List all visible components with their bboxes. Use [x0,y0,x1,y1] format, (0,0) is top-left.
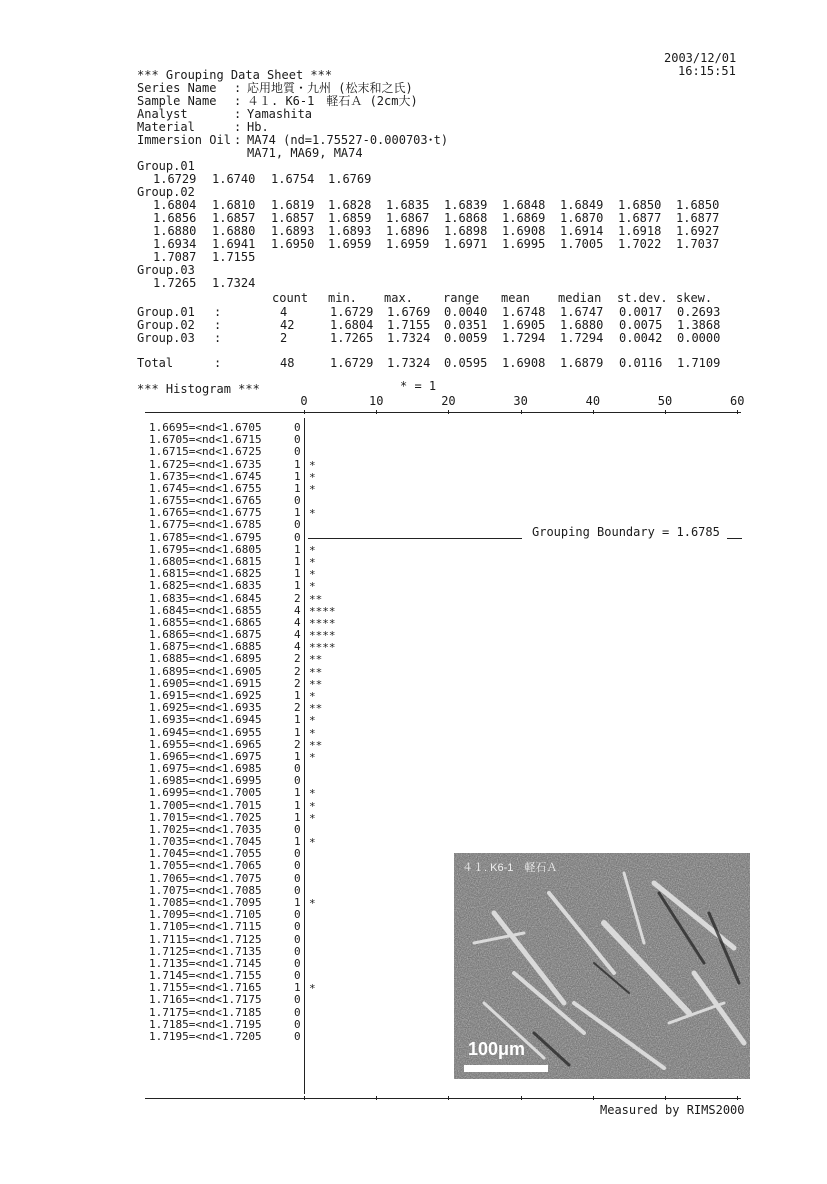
histogram-title: *** Histogram *** [137,382,260,396]
histogram-top-axis [145,412,741,413]
histogram-bin-range: 1.6715=<nd<1.6725 [149,445,262,459]
group-value: 1.6850 [676,198,720,212]
histogram-scale-label: 0 [300,394,308,408]
group-value: 1.7155 [212,250,256,264]
meta-series-label: Series Name [137,81,217,95]
histogram-bin-bar: **** [309,604,336,618]
histogram-bin-count: 1 [294,810,301,824]
stats-row-label: Group.02 [137,318,195,332]
micrograph-scale-bar [464,1065,548,1072]
histogram-bin-count: 1 [294,713,301,727]
histogram-bin-range: 1.6745=<nd<1.6755 [149,481,262,495]
histogram-bin-bar: * [309,568,316,582]
group-value: 1.6971 [444,237,488,251]
group-name: Group.02 [137,185,195,199]
meta-sample-label: Sample Name [137,94,217,108]
histogram-bottom-axis [145,1098,741,1099]
histogram-bin-count: 1 [294,579,301,593]
meta-sample-value: ４１. K6-1 軽石Ａ (2cm大) [247,94,418,108]
histogram-bin-count: 0 [294,993,301,1007]
group-value: 1.6835 [386,198,430,212]
histogram-bin-range: 1.7125=<nd<1.7135 [149,944,262,958]
histogram-bin-range: 1.6875=<nd<1.6885 [149,640,262,654]
histogram-bin-count: 1 [294,457,301,471]
histogram-bin-bar: * [309,555,316,569]
group-value: 1.6729 [153,172,197,186]
histogram-bin-count: 0 [294,518,301,532]
histogram-bin-count: 0 [294,847,301,861]
meta-oil-label: Immersion Oil [137,133,231,147]
histogram-bin-count: 1 [294,896,301,910]
histogram-bin-range: 1.6815=<nd<1.6825 [149,567,262,581]
histogram-bin-range: 1.7075=<nd<1.7085 [149,883,262,897]
histogram-bin-range: 1.7175=<nd<1.7185 [149,1005,262,1019]
histogram-bin-range: 1.7065=<nd<1.7075 [149,871,262,885]
stats-cell: 0.0042 [619,331,663,345]
histogram-bin-range: 1.6945=<nd<1.6955 [149,725,262,739]
histogram-bin-count: 0 [294,445,301,459]
group-value: 1.6908 [502,224,546,238]
histogram-bin-range: 1.6965=<nd<1.6975 [149,749,262,763]
histogram-bin-bar: * [309,689,316,703]
histogram-scale-label: 10 [369,394,384,408]
histogram-bin-bar: * [309,726,316,740]
histogram-bin-range: 1.6765=<nd<1.6775 [149,506,262,520]
histogram-bin-count: 0 [294,871,301,885]
sheet-title: *** Grouping Data Sheet *** [137,68,333,82]
histogram-bin-range: 1.7145=<nd<1.7155 [149,969,262,983]
histogram-bin-bar: * [309,507,316,521]
histogram-bin-count: 1 [294,506,301,520]
histogram-bin-count: 4 [294,603,301,617]
histogram-bin-bar: * [309,458,316,472]
stats-cell: 1.7155 [387,318,431,332]
histogram-bin-count: 1 [294,835,301,849]
stats-total-cell: 1.6729 [330,356,374,370]
histogram-bin-bar: * [309,982,316,996]
group-value: 1.6850 [618,198,662,212]
stats-cell: 1.7294 [560,331,604,345]
stats-cell: 0.0017 [619,305,663,319]
group-value: 1.6918 [618,224,662,238]
histogram-bin-range: 1.6885=<nd<1.6895 [149,652,262,666]
histogram-bin-range: 1.6915=<nd<1.6925 [149,688,262,702]
histogram-bin-count: 4 [294,628,301,642]
histogram-bin-count: 1 [294,725,301,739]
meta-analyst-value: Yamashita [247,107,313,121]
stats-cell: 0.0059 [444,331,488,345]
stats-cell: 1.6747 [560,305,604,319]
histogram-bin-count: 0 [294,1017,301,1031]
histogram-bin-range: 1.7095=<nd<1.7105 [149,908,262,922]
histogram-bin-range: 1.6795=<nd<1.6805 [149,542,262,556]
histogram-bin-range: 1.6725=<nd<1.6735 [149,457,262,471]
histogram-bin-count: 0 [294,1030,301,1043]
stats-total-label: Total [137,356,174,370]
histogram-bin-range: 1.7105=<nd<1.7115 [149,920,262,934]
group-value: 1.6839 [444,198,488,212]
histogram-legend: * = 1 [400,379,437,393]
histogram-bin-range: 1.6845=<nd<1.6855 [149,603,262,617]
histogram-scale-label: 20 [441,394,456,408]
histogram-bin-range: 1.6705=<nd<1.6715 [149,433,262,447]
histogram-bin-count: 0 [294,908,301,922]
histogram-bin-bar: **** [309,641,336,655]
group-value: 1.6867 [386,211,430,225]
stats-cell: 0.0000 [677,331,721,345]
group-value: 1.6754 [271,172,315,186]
histogram-bin-count: 0 [294,421,301,434]
group-value: 1.6857 [212,211,256,225]
histogram-bin-bar: * [309,470,316,484]
histogram-bin-bar: ** [309,702,323,716]
histogram-bin-bar: ** [309,738,323,752]
histogram-bin-bar: **** [309,629,336,643]
group-value: 1.6859 [328,211,372,225]
histogram-bin-range: 1.7055=<nd<1.7065 [149,859,262,873]
group-value: 1.6959 [386,237,430,251]
histogram-bin-bar: **** [309,616,336,630]
histogram-bin-count: 1 [294,749,301,763]
group-value: 1.6769 [328,172,372,186]
group-value: 1.6995 [502,237,546,251]
group-value: 1.6893 [271,224,315,238]
histogram-bin-count: 1 [294,469,301,483]
stats-cell: 1.3868 [677,318,721,332]
stats-cell: 1.7324 [387,331,431,345]
histogram-bin-range: 1.7015=<nd<1.7025 [149,810,262,824]
group-value: 1.7265 [153,276,197,290]
stats-cell: 1.7294 [502,331,546,345]
grouping-boundary-tail [727,538,742,539]
histogram-bin-count: 4 [294,615,301,629]
group-value: 1.6959 [328,237,372,251]
stats-total-cell: 0.0595 [444,356,488,370]
group-value: 1.6740 [212,172,256,186]
histogram-bin-bar: ** [309,665,323,679]
group-value: 1.6849 [560,198,604,212]
histogram-bin-count: 0 [294,774,301,788]
histogram-bin-count: 1 [294,798,301,812]
meta-sample-sep: : [234,94,242,108]
stats-row-label: Group.03 [137,331,195,345]
histogram-bin-range: 1.7185=<nd<1.7195 [149,1017,262,1031]
meta-analyst-sep: : [234,107,242,121]
meta-material-sep: : [234,120,242,134]
group-value: 1.6950 [271,237,315,251]
group-name: Group.03 [137,263,195,277]
group-value: 1.6877 [618,211,662,225]
stats-row-sep: : [214,318,222,332]
histogram-bin-bar: * [309,897,316,911]
grouping-boundary-line [308,538,522,539]
histogram-bin-count: 0 [294,762,301,776]
histogram-bin-range: 1.6775=<nd<1.6785 [149,518,262,532]
histogram-scale-label: 60 [730,394,745,408]
histogram-bin-range: 1.6975=<nd<1.6985 [149,762,262,776]
histogram-bin-count: 2 [294,676,301,690]
stats-header: median [558,291,602,305]
group-value: 1.6927 [676,224,720,238]
histogram-bin-count: 0 [294,969,301,983]
histogram-bin-range: 1.6865=<nd<1.6875 [149,628,262,642]
group-name: Group.01 [137,159,195,173]
histogram-bin-range: 1.6755=<nd<1.6765 [149,494,262,508]
histogram-bin-count: 0 [294,494,301,508]
group-value: 1.6880 [212,224,256,238]
histogram-bin-count: 2 [294,591,301,605]
histogram-bin-range: 1.7115=<nd<1.7125 [149,932,262,946]
stats-header: range [443,291,480,305]
histogram-bin-bar: * [309,811,316,825]
meta-material-label: Material [137,120,195,134]
group-value: 1.6828 [328,198,372,212]
group-value: 1.6880 [153,224,197,238]
histogram-bin-count: 0 [294,944,301,958]
histogram-bin-range: 1.6835=<nd<1.6845 [149,591,262,605]
histogram-bin-bar: ** [309,592,323,606]
stats-total-cell: 1.7324 [387,356,431,370]
histogram-bin-range: 1.7135=<nd<1.7145 [149,956,262,970]
histogram-bin-bar: * [309,799,316,813]
grouping-boundary-label: Grouping Boundary = 1.6785 [532,525,720,539]
histogram-bin-range: 1.6895=<nd<1.6905 [149,664,262,678]
group-value: 1.6934 [153,237,197,251]
histogram-bin-bar: * [309,836,316,850]
stats-cell: 1.6905 [502,318,546,332]
micrograph-image [454,853,750,1079]
group-value: 1.6896 [386,224,430,238]
histogram-bin-bar: * [309,787,316,801]
histogram-zero-axis [304,418,305,1094]
histogram-bin-count: 2 [294,701,301,715]
stats-cell: 0.2693 [677,305,721,319]
stats-total-cell: 1.7109 [677,356,721,370]
histogram-bin-count: 0 [294,530,301,544]
histogram-bin-count: 1 [294,554,301,568]
stats-total-cell: 0.0116 [619,356,663,370]
histogram-bin-bar: * [309,543,316,557]
histogram-scale-label: 40 [585,394,601,408]
histogram-bin-bar: ** [309,653,323,667]
histogram-bin-bar: * [309,482,316,496]
histogram-bin-count: 2 [294,664,301,678]
stats-cell: 4 [280,305,288,319]
histogram-bin-bar: * [309,714,316,728]
time: 16:15:51 [678,64,736,78]
group-value: 1.6941 [212,237,256,251]
histogram-bin-bar: ** [309,677,323,691]
histogram-bin-range: 1.6695=<nd<1.6705 [149,421,262,434]
stats-header: count [272,291,309,305]
meta-oil-sep: : [234,133,242,147]
histogram-bin-bar: * [309,580,316,594]
histogram-bin-range: 1.7165=<nd<1.7175 [149,993,262,1007]
histogram-bin-range: 1.6805=<nd<1.6815 [149,554,262,568]
meta-analyst-label: Analyst [137,107,188,121]
histogram-bin-range: 1.7005=<nd<1.7015 [149,798,262,812]
histogram-bin-range: 1.6785=<nd<1.6795 [149,530,262,544]
group-value: 1.6914 [560,224,604,238]
stats-row-sep: : [214,331,222,345]
histogram-bin-range: 1.7085=<nd<1.7095 [149,896,262,910]
stats-cell: 1.6880 [560,318,604,332]
histogram-bin-count: 2 [294,737,301,751]
histogram-bin-range: 1.7035=<nd<1.7045 [149,835,262,849]
histogram-bin-count: 0 [294,932,301,946]
group-value: 1.6869 [502,211,546,225]
histogram-bin-count: 0 [294,1005,301,1019]
footer-measured-by: Measured by RIMS2000 [600,1103,745,1117]
histogram-bin-count: 1 [294,542,301,556]
histogram-bin-count: 0 [294,433,301,447]
group-value: 1.7022 [618,237,662,251]
group-value: 1.6898 [444,224,488,238]
stats-cell: 0.0351 [444,318,488,332]
histogram-bin-range: 1.6855=<nd<1.6865 [149,615,262,629]
stats-cell: 1.6729 [330,305,374,319]
histogram-bin-count: 0 [294,859,301,873]
group-value: 1.7087 [153,250,197,264]
meta-material-value: Hb. [247,120,269,134]
stats-header: st.dev. [617,291,668,305]
histogram-bin-count: 0 [294,956,301,970]
histogram-bin-range: 1.6905=<nd<1.6915 [149,676,262,690]
group-value: 1.7037 [676,237,720,251]
histogram-bin-range: 1.6825=<nd<1.6835 [149,579,262,593]
meta-series-sep: : [234,81,242,95]
stats-header: max. [384,291,413,305]
histogram-bin-range: 1.7195=<nd<1.7205 [149,1030,262,1043]
histogram-bin-count: 1 [294,688,301,702]
histogram-bin-range: 1.6735=<nd<1.6745 [149,469,262,483]
group-value: 1.7005 [560,237,604,251]
histogram-bin-count: 1 [294,981,301,995]
histogram-bin-count: 2 [294,652,301,666]
histogram-bin-range: 1.6955=<nd<1.6965 [149,737,262,751]
micrograph-caption: ４１. K6-1 軽石Ａ [462,862,558,874]
group-value: 1.6857 [271,211,315,225]
histogram-bin-range: 1.7155=<nd<1.7165 [149,981,262,995]
stats-total-cell: 1.6908 [502,356,546,370]
histogram-bin-count: 0 [294,822,301,836]
histogram-bin-count: 4 [294,640,301,654]
histogram-bin-count: 0 [294,920,301,934]
group-value: 1.6810 [212,198,256,212]
stats-cell: 2 [280,331,288,345]
group-value: 1.6868 [444,211,488,225]
micrograph-scale-label: 100μm [468,1039,526,1059]
histogram-bin-count: 1 [294,567,301,581]
histogram-bin-range: 1.6985=<nd<1.6995 [149,774,262,788]
meta-oil-value: MA74 (nd=1.75527-0.000703･t) [247,133,449,147]
stats-cell: 1.6804 [330,318,374,332]
group-value: 1.6856 [153,211,197,225]
stats-cell: 1.7265 [330,331,374,345]
group-value: 1.7324 [212,276,256,290]
meta-oil-list: MA71, MA69, MA74 [247,146,363,160]
stats-row-sep: : [214,305,222,319]
histogram-bin-range: 1.7025=<nd<1.7035 [149,822,262,836]
histogram-bin-range: 1.7045=<nd<1.7055 [149,847,262,861]
stats-row-label: Group.01 [137,305,195,319]
stats-header: min. [328,291,357,305]
histogram-scale-label: 30 [513,394,528,408]
group-value: 1.6819 [271,198,315,212]
stats-cell: 42 [280,318,295,332]
histogram-bin-count: 1 [294,481,301,495]
histogram-scale-label: 50 [657,394,673,408]
date: 2003/12/01 [664,51,737,65]
histogram-bin-count: 0 [294,883,301,897]
group-value: 1.6848 [502,198,546,212]
group-value: 1.6893 [328,224,372,238]
stats-total-cell: 48 [280,356,295,370]
stats-total-cell: 1.6879 [560,356,604,370]
group-value: 1.6870 [560,211,604,225]
stats-header: mean [501,291,530,305]
stats-cell: 0.0075 [619,318,663,332]
stats-cell: 1.6769 [387,305,431,319]
stats-total-sep: : [214,356,222,370]
meta-series-value: 応用地質・九州 (松末和之氏) [247,81,413,95]
histogram-bin-range: 1.6935=<nd<1.6945 [149,713,262,727]
histogram-bin-range: 1.6925=<nd<1.6935 [149,701,262,715]
stats-cell: 0.0040 [444,305,488,319]
histogram-bin-bar: * [309,750,316,764]
stats-header: skew. [676,291,713,305]
group-value: 1.6877 [676,211,720,225]
stats-cell: 1.6748 [502,305,546,319]
group-value: 1.6804 [153,198,197,212]
histogram-bin-range: 1.6995=<nd<1.7005 [149,786,262,800]
histogram-bin-count: 1 [294,786,301,800]
